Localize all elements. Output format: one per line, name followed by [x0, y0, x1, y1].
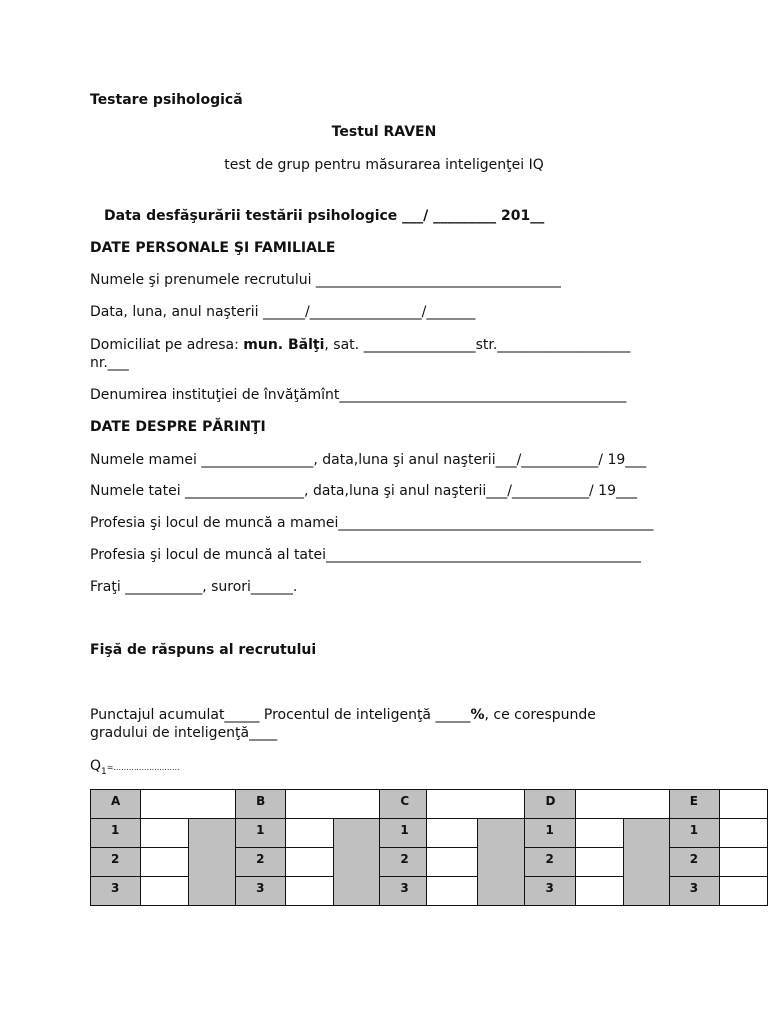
answer-grid [90, 789, 768, 906]
q-dots: =.......................... [106, 763, 180, 772]
answer-cell[interactable] [286, 848, 334, 877]
personal-heading: DATE PERSONALE ŞI FAMILIALE [90, 240, 336, 256]
row-label: 1 [236, 819, 286, 848]
column-label: D [525, 790, 575, 819]
answer-cell[interactable] [719, 848, 767, 877]
answer-cell[interactable] [426, 877, 477, 906]
answer-cell[interactable] [141, 819, 189, 848]
father-job-field: Profesia şi locul de muncă al tatei_____________________________________________ [90, 547, 642, 563]
answer-cell[interactable] [575, 877, 623, 906]
answer-grid-row [91, 819, 768, 848]
shaded-cell [623, 819, 669, 906]
score-suffix: , ce corespunde [484, 707, 596, 723]
mother-field: Numele mamei ________________, data,luna şi anul naşterii___/___________/ 19___ [90, 452, 647, 468]
test-name: Testul RAVEN [331, 124, 437, 140]
test-description: test de grup pentru măsurarea inteligenţei IQ [224, 157, 544, 173]
score-line-2: gradului de inteligenţă____ [90, 725, 278, 741]
siblings-field: Fraţi ___________, surori______. [90, 579, 298, 595]
answer-cell[interactable] [719, 877, 767, 906]
score-percent: % [470, 707, 485, 723]
answer-cell[interactable] [719, 790, 767, 819]
answer-cell[interactable] [719, 819, 767, 848]
answer-cell[interactable] [141, 848, 189, 877]
column-label: B [236, 790, 286, 819]
column-label: E [669, 790, 719, 819]
answer-cell[interactable] [575, 819, 623, 848]
row-label: 3 [236, 877, 286, 906]
shaded-cell [477, 819, 525, 906]
parents-heading: DATE DESPRE PĂRINŢI [90, 419, 266, 435]
answer-cell[interactable] [426, 848, 477, 877]
row-label: 3 [91, 877, 141, 906]
q-subscript: 1 [101, 766, 107, 777]
address-field [90, 336, 630, 354]
row-label: 2 [669, 848, 719, 877]
row-label: 1 [380, 819, 427, 848]
row-label: 3 [669, 877, 719, 906]
section-title: Testare psihologică [90, 92, 243, 108]
birth-date-field: Data, luna, anul naşterii ______/________________/_______ [90, 304, 476, 320]
answer-grid-header-row [91, 790, 768, 819]
recruit-name-field: Numele şi prenumele recrutului ___________________________________ [90, 272, 561, 288]
score-prefix: Punctajul acumulat_____ Procentul de inteligenţă _____ [90, 707, 471, 723]
answer-cell[interactable] [426, 790, 525, 819]
answer-cell[interactable] [141, 790, 236, 819]
father-field: Numele tatei _________________, data,luna şi anul naşterii___/___________/ 19___ [90, 483, 637, 499]
answer-cell[interactable] [575, 790, 669, 819]
institution-field: Denumirea instituţiei de învăţămînt_________________________________________ [90, 387, 627, 403]
answer-cell[interactable] [575, 848, 623, 877]
row-label: 2 [91, 848, 141, 877]
row-label: 1 [669, 819, 719, 848]
shaded-cell [334, 819, 380, 906]
shaded-cell [189, 819, 236, 906]
column-label: C [380, 790, 427, 819]
answer-cell[interactable] [286, 877, 334, 906]
column-label: A [91, 790, 141, 819]
answer-sheet-heading: Fişă de răspuns al recrutului [90, 642, 317, 658]
row-label: 1 [525, 819, 575, 848]
row-label: 2 [380, 848, 427, 877]
row-label: 3 [380, 877, 427, 906]
answer-cell[interactable] [141, 877, 189, 906]
row-label: 3 [525, 877, 575, 906]
test-date-line: Data desfăşurării testării psihologice ___/ _________ 201__ [104, 208, 545, 224]
row-label: 1 [91, 819, 141, 848]
score-line [90, 706, 596, 724]
q-line [90, 757, 180, 781]
q-label: Q [90, 758, 102, 774]
mother-job-field: Profesia şi locul de muncă a mamei_____________________________________________ [90, 515, 654, 531]
answer-cell[interactable] [286, 790, 380, 819]
row-label: 2 [236, 848, 286, 877]
address-number-field: nr.___ [90, 355, 129, 371]
address-prefix: Domiciliat pe adresa: [90, 337, 244, 353]
address-rest: , sat. ________________str.___________________ [324, 337, 631, 353]
address-city: mun. Bălţi [243, 337, 325, 353]
answer-cell[interactable] [426, 819, 477, 848]
row-label: 2 [525, 848, 575, 877]
answer-cell[interactable] [286, 819, 334, 848]
